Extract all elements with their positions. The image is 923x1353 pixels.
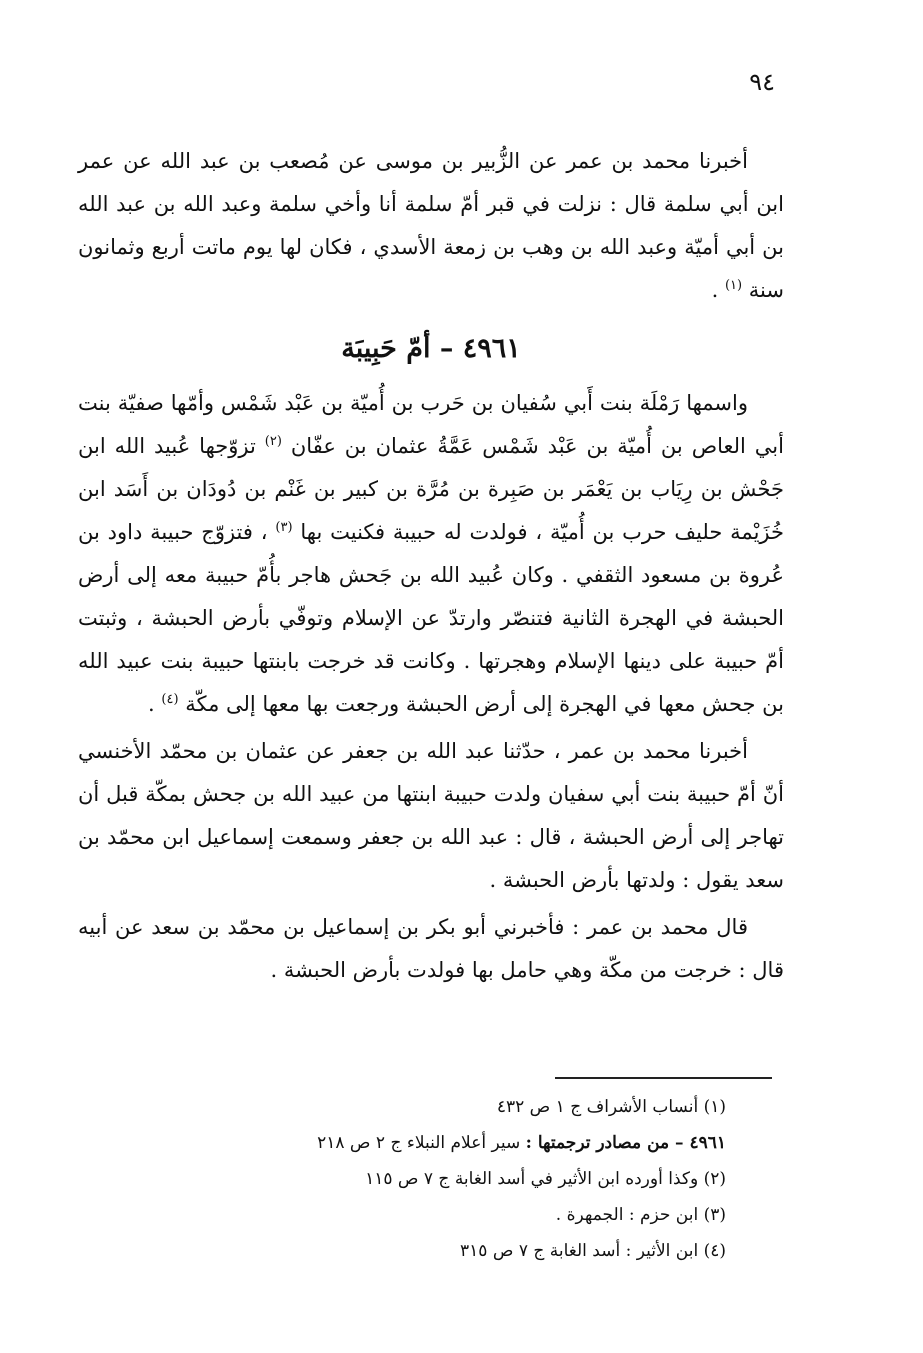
main-text — [78, 140, 784, 992]
footnote-1: (١) أنساب الأشراف ج ١ ص ٤٣٢ — [496, 1097, 726, 1117]
footnote-2: (٢) وكذا أورده ابن الأثير في أسد الغابة ج ٧ ص ١١٥ — [365, 1169, 726, 1189]
footnote-sources — [120, 1126, 726, 1160]
footnote-ref-1[interactable]: (١) — [724, 278, 743, 293]
footnote-ref-2[interactable]: (٢) — [264, 434, 282, 449]
footnote-sources-text: سير أعلام النبلاء ج ٢ ص ٢١٨ — [317, 1133, 521, 1153]
paragraph-narration-1: أخبرنا محمد بن عمر ، حدّثنا عبد الله بن جعفر عن عثمان بن محمّد الأخنسي أنّ أمّ حبيبة بنت أبي سفيان ولدت حبيبة ابنتها من عبيد الله بن جحش بمكّة قبل أن تهاجر إلى أرض الحبشة ، قال : عبد الله بن جعفر وسمعت إسماعيل ابن محمّد بن سعد يقول : ولدتها بأرض الحبشة . — [78, 739, 784, 892]
entry-heading: ٤٩٦١ – أمّ حَبِيبَة — [341, 333, 521, 364]
footnote-3: (٣) ابن حزم : الجمهرة . — [555, 1205, 726, 1225]
paragraph-intro-text: أخبرنا محمد بن عمر عن الزُّبير بن موسى عن مُصعب بن عبد الله عن عمر ابن أبي سلمة قال : نزلت في قبر أمّ سلمة أنا وأخي سلمة وعبد الله بن عبد الله بن أبي أميّة وعبد الله بن وهب بن زمعة الأسدي ، فكان لها يوم ماتت أربع وثمانون سنة — [78, 149, 784, 302]
paragraph-biography: واسمها رَمْلَة بنت أَبي سُفيان بن حَرب بن أُميّة بن عَبْد شَمْس وأمّها صفيّة بنت أبي العاص بن أُميّة بن عَبْد شَمْس عَمَّةُ عثمان بن عفّان $^{(٢)}$ تزوّجها عُبيد الله ابن جَحْش بن رِيَاب بن يَعْمَر بن صَبِرة بن مُرَّة بن كبير بن غَنْم بن دُودَان بن أَسَد ابن خُزَيْمة حليف حرب بن أُميّة ، فولدت له حبيبة فكنيت بها $^{(٣)}$ ، فتزوّج حبيبة داود بن عُروة بن مسعود الثقفي . وكان عُبيد الله بن جَحش هاجر بأُمّ حبيبة معه إلى أرض الحبشة في الهجرة الثانية فتنصّر وارتدّ عن الإسلام وتوفّي بأرض الحبشة ، وثبتت أمّ حبيبة على دينها الإسلام وهجرتها . وكانت قد خرجت بابنتها حبيبة بنت عبيد الله بن جحش معها في الهجرة إلى أرض الحبشة ورجعت بها معها إلى مكّة $^{(٤)}$ . — [78, 391, 784, 716]
paragraph-intro: أخبرنا محمد بن عمر عن الزُّبير بن موسى عن مُصعب بن عبد الله عن عمر ابن أبي سلمة قال : نزلت في قبر أمّ سلمة أنا وأخي سلمة وعبد الله بن عبد الله بن أبي أميّة وعبد الله بن وهب بن زمعة الأسدي ، فكان لها يوم ماتت أربع وثمانون سنة $^{(١)}$ . — [78, 149, 784, 302]
paragraph-narration-2: قال محمد بن عمر : فأخبرني أبو بكر بن إسماعيل بن محمّد بن سعد عن أبيه قال : خرجت من مكّة وهي حامل بها فولدت بأرض الحبشة . — [78, 915, 784, 982]
page-number: ٩٤ — [749, 68, 775, 96]
biography-part-b: تزوّجها عُبيد الله ابن جَحْش بن رِيَاب بن يَعْمَر بن صَبِرة بن مُرَّة بن كبير بن غَنْم بن دُودَان بن أَسَد ابن خُزَيْمة حليف حرب بن أُميّة ، فولدت له حبيبة فكنيت بها — [78, 434, 784, 544]
footnote-ref-3[interactable]: (٣) — [275, 520, 293, 535]
biography-part-a: واسمها رَمْلَة بنت أَبي سُفيان بن حَرب بن أُميّة بن عَبْد شَمْس وأمّها صفيّة بنت أبي العاص بن أُميّة بن عَبْد شَمْس عَمَّةُ عثمان بن عفّان — [78, 391, 784, 458]
footnote-4: (٤) ابن الأثير : أسد الغابة ج ٧ ص ٣١٥ — [460, 1241, 726, 1261]
biography-part-c: ، فتزوّج حبيبة داود بن عُروة بن مسعود الثقفي . وكان عُبيد الله بن جَحش هاجر بأُمّ حبيبة معه إلى أرض الحبشة في الهجرة الثانية فتنصّر وارتدّ عن الإسلام وتوفّي بأرض الحبشة ، وثبتت أمّ حبيبة على دينها الإسلام وهجرتها . وكانت قد خرجت بابنتها حبيبة بنت عبيد الله بن جحش معها في الهجرة إلى أرض الحبشة ورجعت بها معها إلى مكّة — [78, 520, 784, 716]
footnote-divider — [555, 1077, 772, 1079]
footnotes-section — [120, 1090, 726, 1270]
footnote-sources-label: ٤٩٦١ – من مصادر ترجمتها : — [525, 1133, 726, 1153]
footnote-ref-4[interactable]: (٤) — [161, 692, 179, 707]
